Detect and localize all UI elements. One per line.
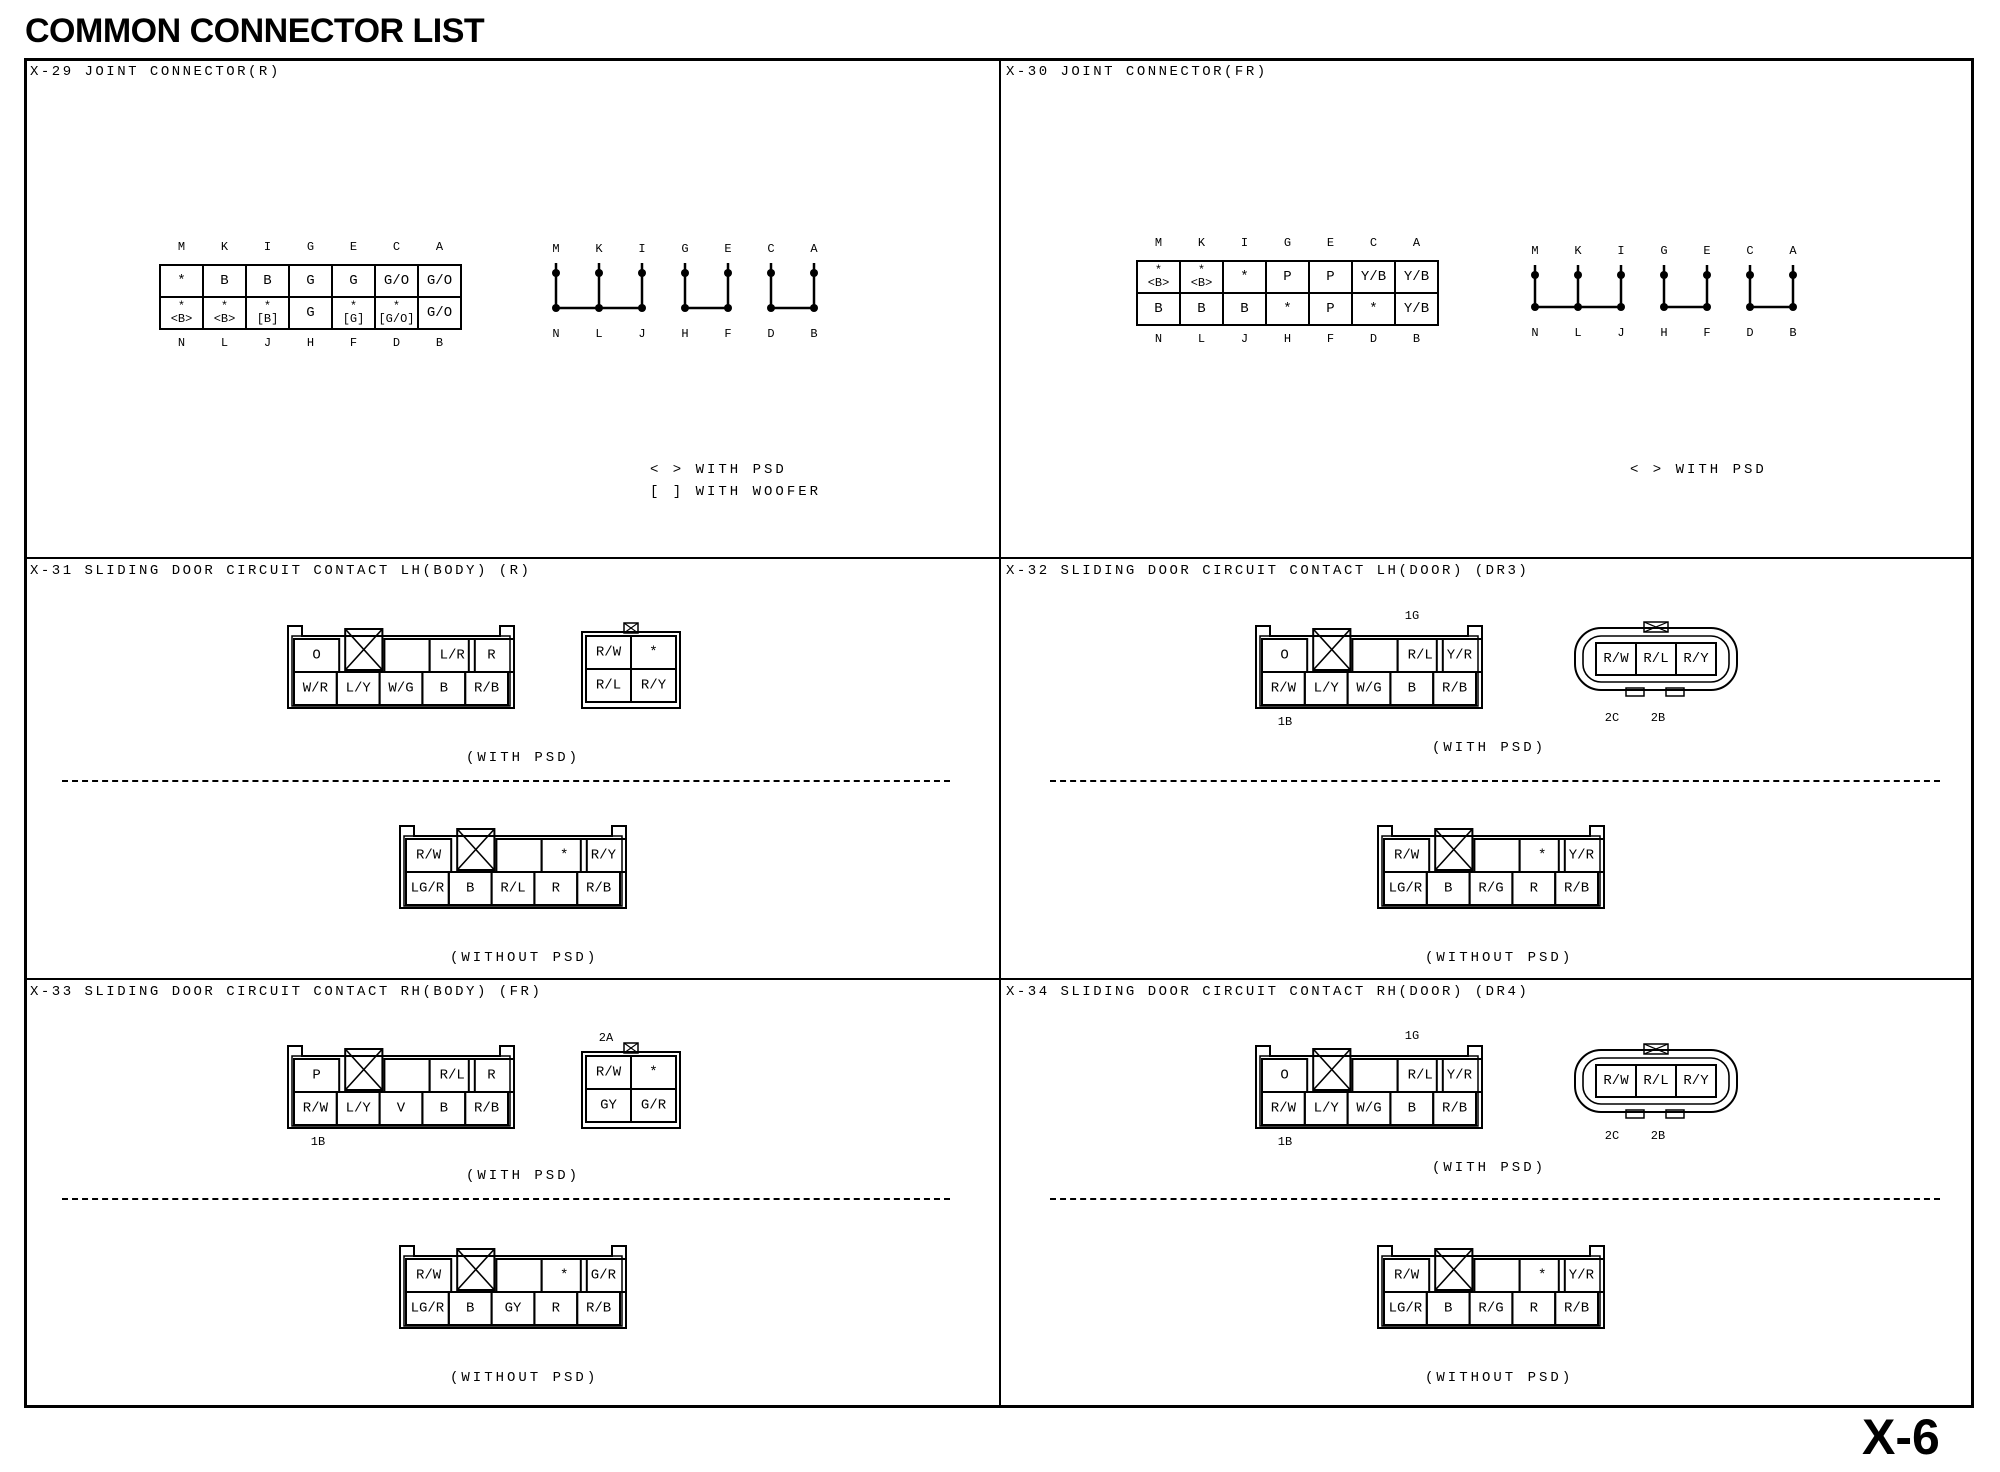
x29-bottom-letter: B xyxy=(435,336,444,350)
x34-with-cell-bottom-label: W/G xyxy=(1356,1100,1382,1117)
x31-with-small-cell-top-label: * xyxy=(649,644,658,661)
x30-bottom-letter: N xyxy=(1154,332,1163,346)
x34-with-cell-label: R/L xyxy=(1407,1067,1433,1084)
label-without-psd-x32: (WITHOUT PSD) xyxy=(1425,950,1574,966)
x32-with-cell-label: O xyxy=(1280,647,1289,664)
x33-without-cell xyxy=(496,1259,541,1292)
x29-cell-bottom-label-star: * xyxy=(392,299,401,314)
x29-top-letter: E xyxy=(349,240,358,254)
x29-top-letter: G xyxy=(306,240,315,254)
x30-top-letter: I xyxy=(1240,236,1249,250)
note-with-psd-x29: < > WITH PSD xyxy=(650,462,787,478)
x29-cell-top-label: G/O xyxy=(426,273,453,289)
x34-with-cell-bottom-label: L/Y xyxy=(1313,1100,1339,1117)
x29-cell-bottom-label-star: * xyxy=(263,299,272,314)
x30-schem-top-letter: C xyxy=(1746,244,1754,258)
x31-with-small-cell-bottom-label: R/L xyxy=(595,677,622,694)
x30-cell-bottom-label: Y/B xyxy=(1403,301,1430,317)
x31-with-cell-bottom-label: B xyxy=(439,680,449,697)
x30-schem-dot-top xyxy=(1746,271,1754,279)
x31-with-cell-bottom-label: R/B xyxy=(473,680,500,697)
x29-schem-bottom-letter: H xyxy=(681,327,689,341)
x31-with-cell-label: R xyxy=(487,647,496,664)
x33-with-cell xyxy=(384,1059,429,1092)
x34-with-cell-bottom-label: R/W xyxy=(1270,1100,1297,1117)
x32-with-cell-label: R/L xyxy=(1407,647,1433,664)
x33-without-cell-label: G/R xyxy=(590,1267,617,1284)
x29-cell-bottom-label-star: * xyxy=(220,299,229,314)
x31-without-cell-bottom-label: R/B xyxy=(585,880,612,897)
x30-schem-top-letter: E xyxy=(1703,244,1711,258)
page-title: COMMON CONNECTOR LIST xyxy=(25,12,485,50)
label-without-psd-x31: (WITHOUT PSD) xyxy=(450,950,599,966)
x34-without-cell-bottom-label: B xyxy=(1443,1300,1453,1317)
x29-schem-top-letter: A xyxy=(810,242,818,256)
x31-without-cell xyxy=(496,839,541,872)
note-with-woofer-x29: [ ] WITH WOOFER xyxy=(650,484,822,500)
x30-top-letter: G xyxy=(1283,236,1292,250)
x32-with-cell-bottom-label: R/B xyxy=(1441,680,1468,697)
x30-schem-top-letter: I xyxy=(1617,244,1625,258)
x33-with-cell-label: P xyxy=(312,1067,321,1084)
x32-without-cell-bottom-label: R xyxy=(1529,880,1539,897)
x33-with-small-cell-top-label: R/W xyxy=(595,1064,622,1081)
x29-top-letter: A xyxy=(435,240,444,254)
x30-cell-bottom-label: P xyxy=(1326,301,1335,317)
x32-without-cell-label: * xyxy=(1537,847,1547,864)
x30-schem-top-letter: M xyxy=(1531,244,1539,258)
x30-cell-bottom-label: B xyxy=(1197,301,1206,317)
x30-schem-bottom-letter: H xyxy=(1660,326,1668,340)
x29-schem-bottom-letter: B xyxy=(810,327,818,341)
x29-bottom-letter: L xyxy=(220,336,229,350)
x32-pin-2b: 2B xyxy=(1650,711,1666,725)
x29-top-letter: K xyxy=(220,240,229,254)
x29-schem-dot-top xyxy=(810,269,818,277)
x30-cell-top-label-star: * xyxy=(1154,263,1163,278)
x33-without-cell-bottom-label: R/B xyxy=(585,1300,612,1317)
x29-schem-dot-top xyxy=(767,269,775,277)
x29-top-letter: I xyxy=(263,240,272,254)
x30-cell-top-label: P xyxy=(1326,269,1335,285)
x29-schem-top-letter: K xyxy=(595,242,603,256)
x29-schem-dot-top xyxy=(552,269,560,277)
x30-cell-bottom-label: * xyxy=(1369,301,1378,317)
x29-cell-bottom-label: G xyxy=(306,305,315,321)
x32-with-cell xyxy=(1352,639,1397,672)
x33-with-small-cell-top-label: * xyxy=(649,1064,658,1081)
x29-cell-bottom-label-star: * xyxy=(349,299,358,314)
x30-schem-bottom-letter: B xyxy=(1789,326,1797,340)
x33-with-cell-label: R xyxy=(487,1067,496,1084)
x32-with-cell-bottom-label: W/G xyxy=(1356,680,1382,697)
x29-bottom-letter: D xyxy=(392,336,401,350)
x30-schem-top-letter: G xyxy=(1660,244,1668,258)
x30-cell-bottom-label: B xyxy=(1240,301,1249,317)
label-with-psd-x32: (WITH PSD) xyxy=(1432,740,1547,756)
x30-schem-dot-top xyxy=(1531,271,1539,279)
x34-pin-1g: 1G xyxy=(1404,1029,1420,1043)
label-with-psd-x33: (WITH PSD) xyxy=(466,1168,581,1184)
x29-cell-bottom-label: [G/O] xyxy=(378,311,415,326)
x33-with-cell-bottom-label: R/W xyxy=(302,1100,329,1117)
panel-title-x29: X-29 JOINT CONNECTOR(R) xyxy=(30,64,281,80)
x34-without-cell xyxy=(1474,1259,1519,1292)
x31-without-cell-bottom-label: LG/R xyxy=(410,880,445,897)
panel-title-x34: X-34 SLIDING DOOR CIRCUIT CONTACT RH(DOOR) (DR4) xyxy=(1006,984,1530,1000)
x30-bottom-letter: J xyxy=(1240,332,1249,346)
x30-schem-dot-top xyxy=(1703,271,1711,279)
x30-cell-top-label-star: * xyxy=(1197,263,1206,278)
x30-schem-top-letter: K xyxy=(1574,244,1582,258)
x33-with-cell-bottom-label: R/B xyxy=(473,1100,500,1117)
x30-schem-bottom-letter: L xyxy=(1574,326,1582,340)
x29-schem-bottom-letter: F xyxy=(724,327,732,341)
x32-with-oval-cell-label: R/L xyxy=(1643,651,1669,667)
x33-with-small-cell-bottom-label: GY xyxy=(600,1097,617,1114)
page-number: X-6 xyxy=(1862,1409,1940,1465)
x29-cell-top-label: B xyxy=(263,273,272,289)
x30-bottom-letter: F xyxy=(1326,332,1335,346)
x30-cell-top-label: <B> xyxy=(1190,275,1213,290)
x33-without-cell-label: R/W xyxy=(415,1267,442,1284)
x32-with-oval-cell-label: R/Y xyxy=(1683,651,1709,667)
x29-cell-top-label: G/O xyxy=(383,273,410,289)
x29-schem-top-letter: G xyxy=(681,242,689,256)
x30-bottom-letter: B xyxy=(1412,332,1421,346)
panel-title-x30: X-30 JOINT CONNECTOR(FR) xyxy=(1006,64,1268,80)
x29-bottom-letter: H xyxy=(306,336,315,350)
x31-without-cell-label: * xyxy=(559,847,569,864)
x29-schem-dot-top xyxy=(638,269,646,277)
x29-bottom-letter: N xyxy=(177,336,186,350)
x33-without-cell-bottom-label: GY xyxy=(504,1300,522,1317)
x29-schem-bottom-letter: J xyxy=(638,327,646,341)
x31-with-small-cell-top-label: R/W xyxy=(595,644,622,661)
x30-bottom-letter: D xyxy=(1369,332,1378,346)
x34-without-cell-bottom-label: R/B xyxy=(1563,1300,1590,1317)
x30-cell-top-label: * xyxy=(1240,269,1249,285)
label-with-psd-x34: (WITH PSD) xyxy=(1432,1160,1547,1176)
x33-pin-2a: 2A xyxy=(598,1031,614,1045)
x34-without-cell-bottom-label: R xyxy=(1529,1300,1539,1317)
x34-with-cell-label: Y/R xyxy=(1446,1067,1473,1084)
x30-cell-top-label: P xyxy=(1283,269,1292,285)
x33-without-cell-bottom-label: R xyxy=(551,1300,561,1317)
x32-without-cell-bottom-label: LG/R xyxy=(1388,880,1423,897)
x30-schem-dot-top xyxy=(1789,271,1797,279)
x33-without-cell-bottom-label: B xyxy=(465,1300,475,1317)
x32-with-cell-bottom-label: R/W xyxy=(1270,680,1297,697)
x30-top-letter: A xyxy=(1412,236,1421,250)
x30-schem-bottom-letter: F xyxy=(1703,326,1711,340)
x29-schem-top-letter: M xyxy=(552,242,560,256)
x29-cell-bottom-label: [G] xyxy=(342,311,365,326)
x31-without-cell-label: R/Y xyxy=(590,847,617,864)
x32-pin-1b: 1B xyxy=(1277,715,1293,729)
x30-cell-top-label: Y/B xyxy=(1360,269,1387,285)
x34-pin-2b: 2B xyxy=(1650,1129,1666,1143)
x29-top-letter: M xyxy=(177,240,186,254)
x32-with-cell-bottom-label: L/Y xyxy=(1313,680,1339,697)
x32-without-cell-label: Y/R xyxy=(1568,847,1595,864)
x31-with-cell-label: L/R xyxy=(439,647,465,664)
label-with-psd-x31: (WITH PSD) xyxy=(466,750,581,766)
x31-with-cell-bottom-label: L/Y xyxy=(345,680,371,697)
x34-without-cell-label: R/W xyxy=(1393,1267,1420,1284)
x34-with-cell-bottom-label: R/B xyxy=(1441,1100,1468,1117)
x33-with-cell-label: R/L xyxy=(439,1067,465,1084)
panel-title-x31: X-31 SLIDING DOOR CIRCUIT CONTACT LH(BODY) (R) xyxy=(30,563,532,579)
x34-with-oval-cell-label: R/L xyxy=(1643,1073,1669,1089)
x29-schem-bottom-letter: D xyxy=(767,327,775,341)
x29-cell-bottom-label: <B> xyxy=(213,311,236,326)
x31-with-small-cell-bottom-label: R/Y xyxy=(640,677,667,694)
x30-schem-bottom-letter: J xyxy=(1617,326,1625,340)
x31-with-cell xyxy=(384,639,429,672)
x31-without-cell-bottom-label: B xyxy=(465,880,475,897)
x33-pin-1b: 1B xyxy=(310,1135,326,1149)
x29-schem-dot-top xyxy=(595,269,603,277)
x34-without-cell-bottom-label: R/G xyxy=(1478,1300,1504,1317)
x30-schem-dot-top xyxy=(1574,271,1582,279)
x33-with-cell-bottom-label: V xyxy=(396,1100,406,1117)
x34-with-cell-label: O xyxy=(1280,1067,1289,1084)
x29-top-letter: C xyxy=(392,240,401,254)
label-without-psd-x33: (WITHOUT PSD) xyxy=(450,1370,599,1386)
panel-title-x33: X-33 SLIDING DOOR CIRCUIT CONTACT RH(BODY) (FR) xyxy=(30,984,543,1000)
x29-bottom-letter: F xyxy=(349,336,358,350)
x30-schem-bottom-letter: D xyxy=(1746,326,1754,340)
x31-without-cell-label: R/W xyxy=(415,847,442,864)
x30-top-letter: C xyxy=(1369,236,1378,250)
x30-schem-dot-top xyxy=(1660,271,1668,279)
x29-cell-bottom-label: G/O xyxy=(426,305,453,321)
x29-cell-bottom-label-star: * xyxy=(177,299,186,314)
x29-schem-dot-top xyxy=(724,269,732,277)
x32-with-cell-label: Y/R xyxy=(1446,647,1473,664)
x34-with-cell xyxy=(1352,1059,1397,1092)
x30-cell-top-label: <B> xyxy=(1147,275,1170,290)
x32-with-oval-cell-label: R/W xyxy=(1603,651,1629,667)
x29-cell-top-label: G xyxy=(349,273,358,289)
x29-schem-top-letter: C xyxy=(767,242,775,256)
label-without-psd-x34: (WITHOUT PSD) xyxy=(1425,1370,1574,1386)
x29-schem-bottom-letter: L xyxy=(595,327,603,341)
x29-cell-top-label: G xyxy=(306,273,315,289)
x30-bottom-letter: L xyxy=(1197,332,1206,346)
x30-schem-dot-top xyxy=(1617,271,1625,279)
x30-schem-top-letter: A xyxy=(1789,244,1797,258)
x29-cell-bottom-label: <B> xyxy=(170,311,193,326)
x30-bottom-letter: H xyxy=(1283,332,1292,346)
x33-with-small-cell-bottom-label: G/R xyxy=(640,1097,667,1114)
x34-with-oval-cell-label: R/W xyxy=(1603,1073,1629,1089)
x31-with-cell-label: O xyxy=(312,647,321,664)
x32-with-cell-bottom-label: B xyxy=(1407,680,1417,697)
x32-without-cell-bottom-label: R/B xyxy=(1563,880,1590,897)
x33-without-cell-label: * xyxy=(559,1267,569,1284)
x29-schem-top-letter: E xyxy=(724,242,732,256)
x34-without-cell-bottom-label: LG/R xyxy=(1388,1300,1423,1317)
x32-without-cell xyxy=(1474,839,1519,872)
x34-with-cell-bottom-label: B xyxy=(1407,1100,1417,1117)
x29-schem-top-letter: I xyxy=(638,242,646,256)
x29-cell-top-label: B xyxy=(220,273,229,289)
x31-without-cell-bottom-label: R xyxy=(551,880,561,897)
x34-without-cell-label: Y/R xyxy=(1568,1267,1595,1284)
panel-title-x32: X-32 SLIDING DOOR CIRCUIT CONTACT LH(DOOR) (DR3) xyxy=(1006,563,1530,579)
x30-schem-bottom-letter: N xyxy=(1531,326,1539,340)
x30-top-letter: K xyxy=(1197,236,1206,250)
x33-with-cell-bottom-label: L/Y xyxy=(345,1100,371,1117)
x30-top-letter: M xyxy=(1154,236,1163,250)
x30-cell-top-label: Y/B xyxy=(1403,269,1430,285)
x32-pin-2c: 2C xyxy=(1604,711,1620,725)
x31-with-cell-bottom-label: W/G xyxy=(388,680,414,697)
x32-without-cell-label: R/W xyxy=(1393,847,1420,864)
x34-pin-1b: 1B xyxy=(1277,1135,1293,1149)
x29-bottom-letter: J xyxy=(263,336,272,350)
x30-cell-bottom-label: * xyxy=(1283,301,1292,317)
x34-with-oval-cell-label: R/Y xyxy=(1683,1073,1709,1089)
x29-schem-dot-top xyxy=(681,269,689,277)
x33-without-cell-bottom-label: LG/R xyxy=(410,1300,445,1317)
x30-cell-bottom-label: B xyxy=(1154,301,1163,317)
x30-top-letter: E xyxy=(1326,236,1335,250)
x33-with-cell-bottom-label: B xyxy=(439,1100,449,1117)
x29-cell-bottom-label: [B] xyxy=(256,311,279,326)
x31-without-cell-bottom-label: R/L xyxy=(500,880,526,897)
x32-without-cell-bottom-label: R/G xyxy=(1478,880,1504,897)
x34-pin-2c: 2C xyxy=(1604,1129,1620,1143)
x32-without-cell-bottom-label: B xyxy=(1443,880,1453,897)
note-with-psd-x30: < > WITH PSD xyxy=(1630,462,1767,478)
x29-cell-top-label: * xyxy=(177,273,186,289)
x31-with-cell-bottom-label: W/R xyxy=(302,680,329,697)
x32-pin-1g: 1G xyxy=(1404,609,1420,623)
x29-schem-bottom-letter: N xyxy=(552,327,560,341)
x34-without-cell-label: * xyxy=(1537,1267,1547,1284)
